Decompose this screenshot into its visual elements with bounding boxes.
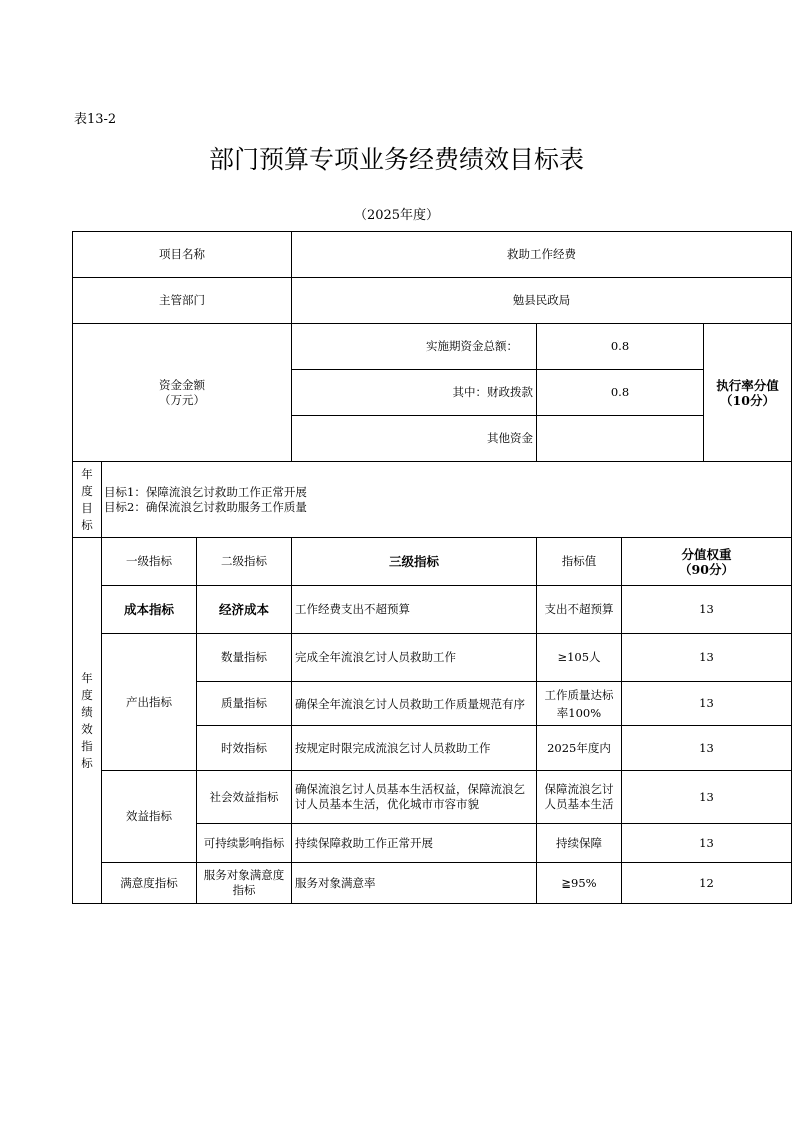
label-char: 年 bbox=[81, 670, 93, 685]
header-level3: 三级指标 bbox=[292, 538, 537, 586]
weight-cell: 13 bbox=[622, 726, 792, 771]
level1-benefit: 效益指标 bbox=[102, 771, 197, 863]
table-row bbox=[73, 586, 792, 634]
level1-cost: 成本指标 bbox=[102, 586, 197, 634]
label-char: 目 bbox=[81, 500, 93, 515]
weight-cell: 13 bbox=[622, 586, 792, 634]
level1-satisfaction: 满意度指标 bbox=[102, 863, 197, 904]
value-cell: 2025年度内 bbox=[537, 726, 622, 771]
execution-rate-cell bbox=[704, 324, 792, 462]
goal-item: 目标2：确保流浪乞讨救助服务工作质量 bbox=[104, 499, 307, 514]
level2-cell: 服务对象满意度指标 bbox=[197, 863, 292, 904]
level2-cell: 数量指标 bbox=[197, 634, 292, 682]
label-char: 标 bbox=[81, 755, 93, 770]
level3-cell: 持续保障救助工作正常开展 bbox=[292, 824, 537, 863]
funds-other-value bbox=[537, 416, 704, 462]
level3-cell: 工作经费支出不超预算 bbox=[292, 586, 537, 634]
table-row bbox=[73, 771, 792, 824]
table-row bbox=[73, 634, 792, 682]
header-weight-label: 分值权重 bbox=[681, 546, 732, 562]
level2-cell: 时效指标 bbox=[197, 726, 292, 771]
label-char: 指 bbox=[81, 738, 93, 753]
weight-cell: 12 bbox=[622, 863, 792, 904]
execution-rate-score: （10分） bbox=[720, 392, 775, 408]
department-value: 勉县民政局 bbox=[292, 278, 792, 324]
header-level1: 一级指标 bbox=[102, 538, 197, 586]
project-name-value: 救助工作经费 bbox=[292, 232, 792, 278]
level3-cell: 确保流浪乞讨人员基本生活权益，保障流浪乞讨人员基本生活，优化城市市容市貌 bbox=[292, 771, 537, 824]
level2-cell: 经济成本 bbox=[197, 586, 292, 634]
value-cell: ≧95% bbox=[537, 863, 622, 904]
funds-label: 资金金额 bbox=[159, 377, 205, 392]
indicator-header-row bbox=[73, 538, 792, 586]
value-cell: 持续保障 bbox=[537, 824, 622, 863]
value-cell: ≥105人 bbox=[537, 634, 622, 682]
page-title: 部门预算专项业务经费绩效目标表 bbox=[208, 145, 584, 174]
goal-item: 目标1：保障流浪乞讨救助工作正常开展 bbox=[104, 484, 307, 499]
header-weight bbox=[622, 538, 792, 586]
label-char: 度 bbox=[81, 687, 93, 702]
label-char: 年 bbox=[81, 466, 93, 481]
weight-cell: 13 bbox=[622, 771, 792, 824]
fiscal-year: （2025年度） bbox=[353, 208, 440, 223]
level2-cell: 社会效益指标 bbox=[197, 771, 292, 824]
level1-output: 产出指标 bbox=[102, 634, 197, 771]
annual-goals-row bbox=[73, 462, 792, 538]
label-char: 标 bbox=[81, 517, 93, 532]
weight-cell: 13 bbox=[622, 634, 792, 682]
label-char: 度 bbox=[81, 483, 93, 498]
value-cell: 工作质量达标率100% bbox=[537, 682, 622, 726]
funds-fiscal-value: 0.8 bbox=[537, 370, 704, 416]
label-char: 效 bbox=[81, 721, 93, 736]
level2-cell: 质量指标 bbox=[197, 682, 292, 726]
funds-label-cell bbox=[73, 324, 292, 462]
annual-goals-content bbox=[102, 462, 792, 538]
performance-target-table bbox=[72, 231, 792, 904]
level3-cell: 完成全年流浪乞讨人员救助工作 bbox=[292, 634, 537, 682]
value-cell: 保障流浪乞讨人员基本生活 bbox=[537, 771, 622, 824]
level3-cell: 按规定时限完成流浪乞讨人员救助工作 bbox=[292, 726, 537, 771]
header-level2: 二级指标 bbox=[197, 538, 292, 586]
label-char: 绩 bbox=[81, 704, 93, 719]
project-name-row bbox=[73, 232, 792, 278]
header-weight-score: （90分） bbox=[679, 561, 734, 577]
project-name-label: 项目名称 bbox=[73, 232, 292, 278]
funds-unit: （万元） bbox=[159, 392, 205, 407]
department-row bbox=[73, 278, 792, 324]
header-value: 指标值 bbox=[537, 538, 622, 586]
annual-goals-label bbox=[73, 462, 102, 538]
funds-other-label: 其他资金 bbox=[292, 416, 537, 462]
funds-total-value: 0.8 bbox=[537, 324, 704, 370]
funds-fiscal-label: 其中：财政拨款 bbox=[292, 370, 537, 416]
department-label: 主管部门 bbox=[73, 278, 292, 324]
indicators-side-label bbox=[73, 538, 102, 904]
level2-cell: 可持续影响指标 bbox=[197, 824, 292, 863]
table-row bbox=[73, 863, 792, 904]
funds-total-label: 实施期资金总额： bbox=[292, 324, 537, 370]
execution-rate-label: 执行率分值 bbox=[716, 377, 779, 393]
level3-cell: 确保全年流浪乞讨人员救助工作质量规范有序 bbox=[292, 682, 537, 726]
level3-cell: 服务对象满意率 bbox=[292, 863, 537, 904]
weight-cell: 13 bbox=[622, 824, 792, 863]
weight-cell: 13 bbox=[622, 682, 792, 726]
table-number: 表13-2 bbox=[74, 112, 117, 127]
funds-total-row bbox=[73, 324, 792, 370]
value-cell: 支出不超预算 bbox=[537, 586, 622, 634]
